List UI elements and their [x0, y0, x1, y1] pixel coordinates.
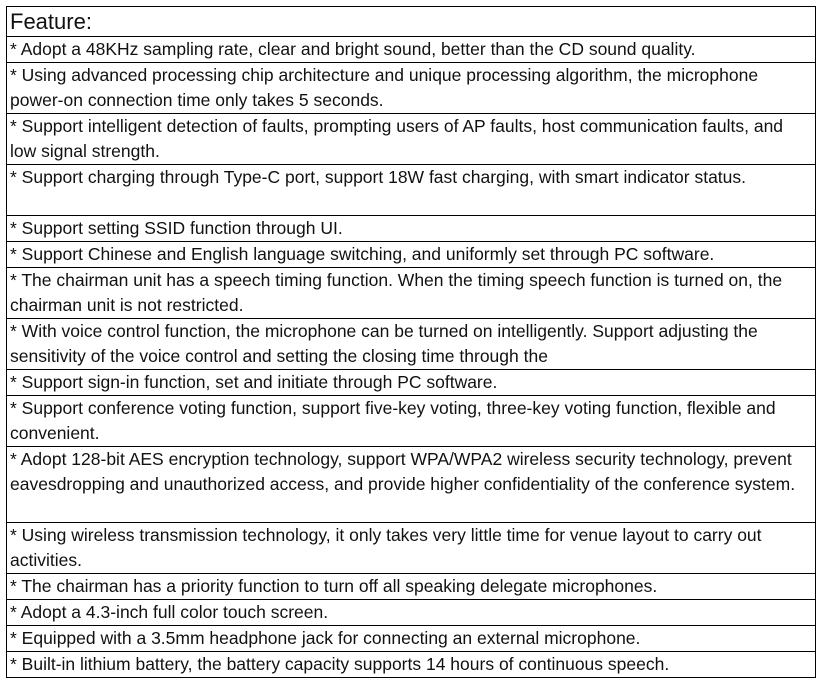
table-row	[7, 242, 816, 268]
table-row	[7, 370, 816, 396]
table-row	[7, 114, 816, 165]
feature-cell: * Support setting SSID function through UI.	[7, 216, 816, 242]
feature-cell: * With voice control function, the microphone can be turned on intelligently. Support adjusting the sensitivity of the voice control and setting the closing time through the	[7, 319, 816, 370]
feature-cell: * The chairman has a priority function to turn off all speaking delegate microphones.	[7, 574, 816, 600]
table-row	[7, 447, 816, 523]
feature-cell: * The chairman unit has a speech timing function. When the timing speech function is turned on, the chairman unit is not restricted.	[7, 268, 816, 319]
feature-table	[6, 6, 816, 678]
feature-cell: * Adopt a 48KHz sampling rate, clear and bright sound, better than the CD sound quality.	[7, 37, 816, 63]
table-row	[7, 523, 816, 574]
table-row	[7, 37, 816, 63]
feature-cell: * Support conference voting function, support five-key voting, three-key voting function, flexible and convenient.	[7, 396, 816, 447]
feature-heading: Feature:	[7, 7, 816, 37]
feature-cell: * Support charging through Type-C port, support 18W fast charging, with smart indicator status.	[7, 165, 816, 216]
feature-cell: * Equipped with a 3.5mm headphone jack for connecting an external microphone.	[7, 626, 816, 652]
feature-cell: * Using advanced processing chip architecture and unique processing algorithm, the microphone power-on connection time only takes 5 seconds.	[7, 63, 816, 114]
feature-cell: * Adopt a 4.3-inch full color touch screen.	[7, 600, 816, 626]
feature-cell: * Support Chinese and English language switching, and uniformly set through PC software.	[7, 242, 816, 268]
table-row	[7, 165, 816, 216]
table-row	[7, 63, 816, 114]
header-row	[7, 7, 816, 37]
table-row	[7, 600, 816, 626]
table-row	[7, 396, 816, 447]
table-row	[7, 574, 816, 600]
feature-cell: * Support sign-in function, set and initiate through PC software.	[7, 370, 816, 396]
feature-cell: * Using wireless transmission technology, it only takes very little time for venue layout to carry out activities.	[7, 523, 816, 574]
feature-cell: * Adopt 128-bit AES encryption technology, support WPA/WPA2 wireless security technology, prevent eavesdropping and unauthorized access, and provide higher confidentiality of the conference system.	[7, 447, 816, 523]
table-row	[7, 216, 816, 242]
table-row	[7, 626, 816, 652]
table-row	[7, 268, 816, 319]
feature-cell: * Support intelligent detection of faults, prompting users of AP faults, host communication faults, and low signal strength.	[7, 114, 816, 165]
feature-cell: * Built-in lithium battery, the battery capacity supports 14 hours of continuous speech.	[7, 652, 816, 678]
table-row	[7, 319, 816, 370]
